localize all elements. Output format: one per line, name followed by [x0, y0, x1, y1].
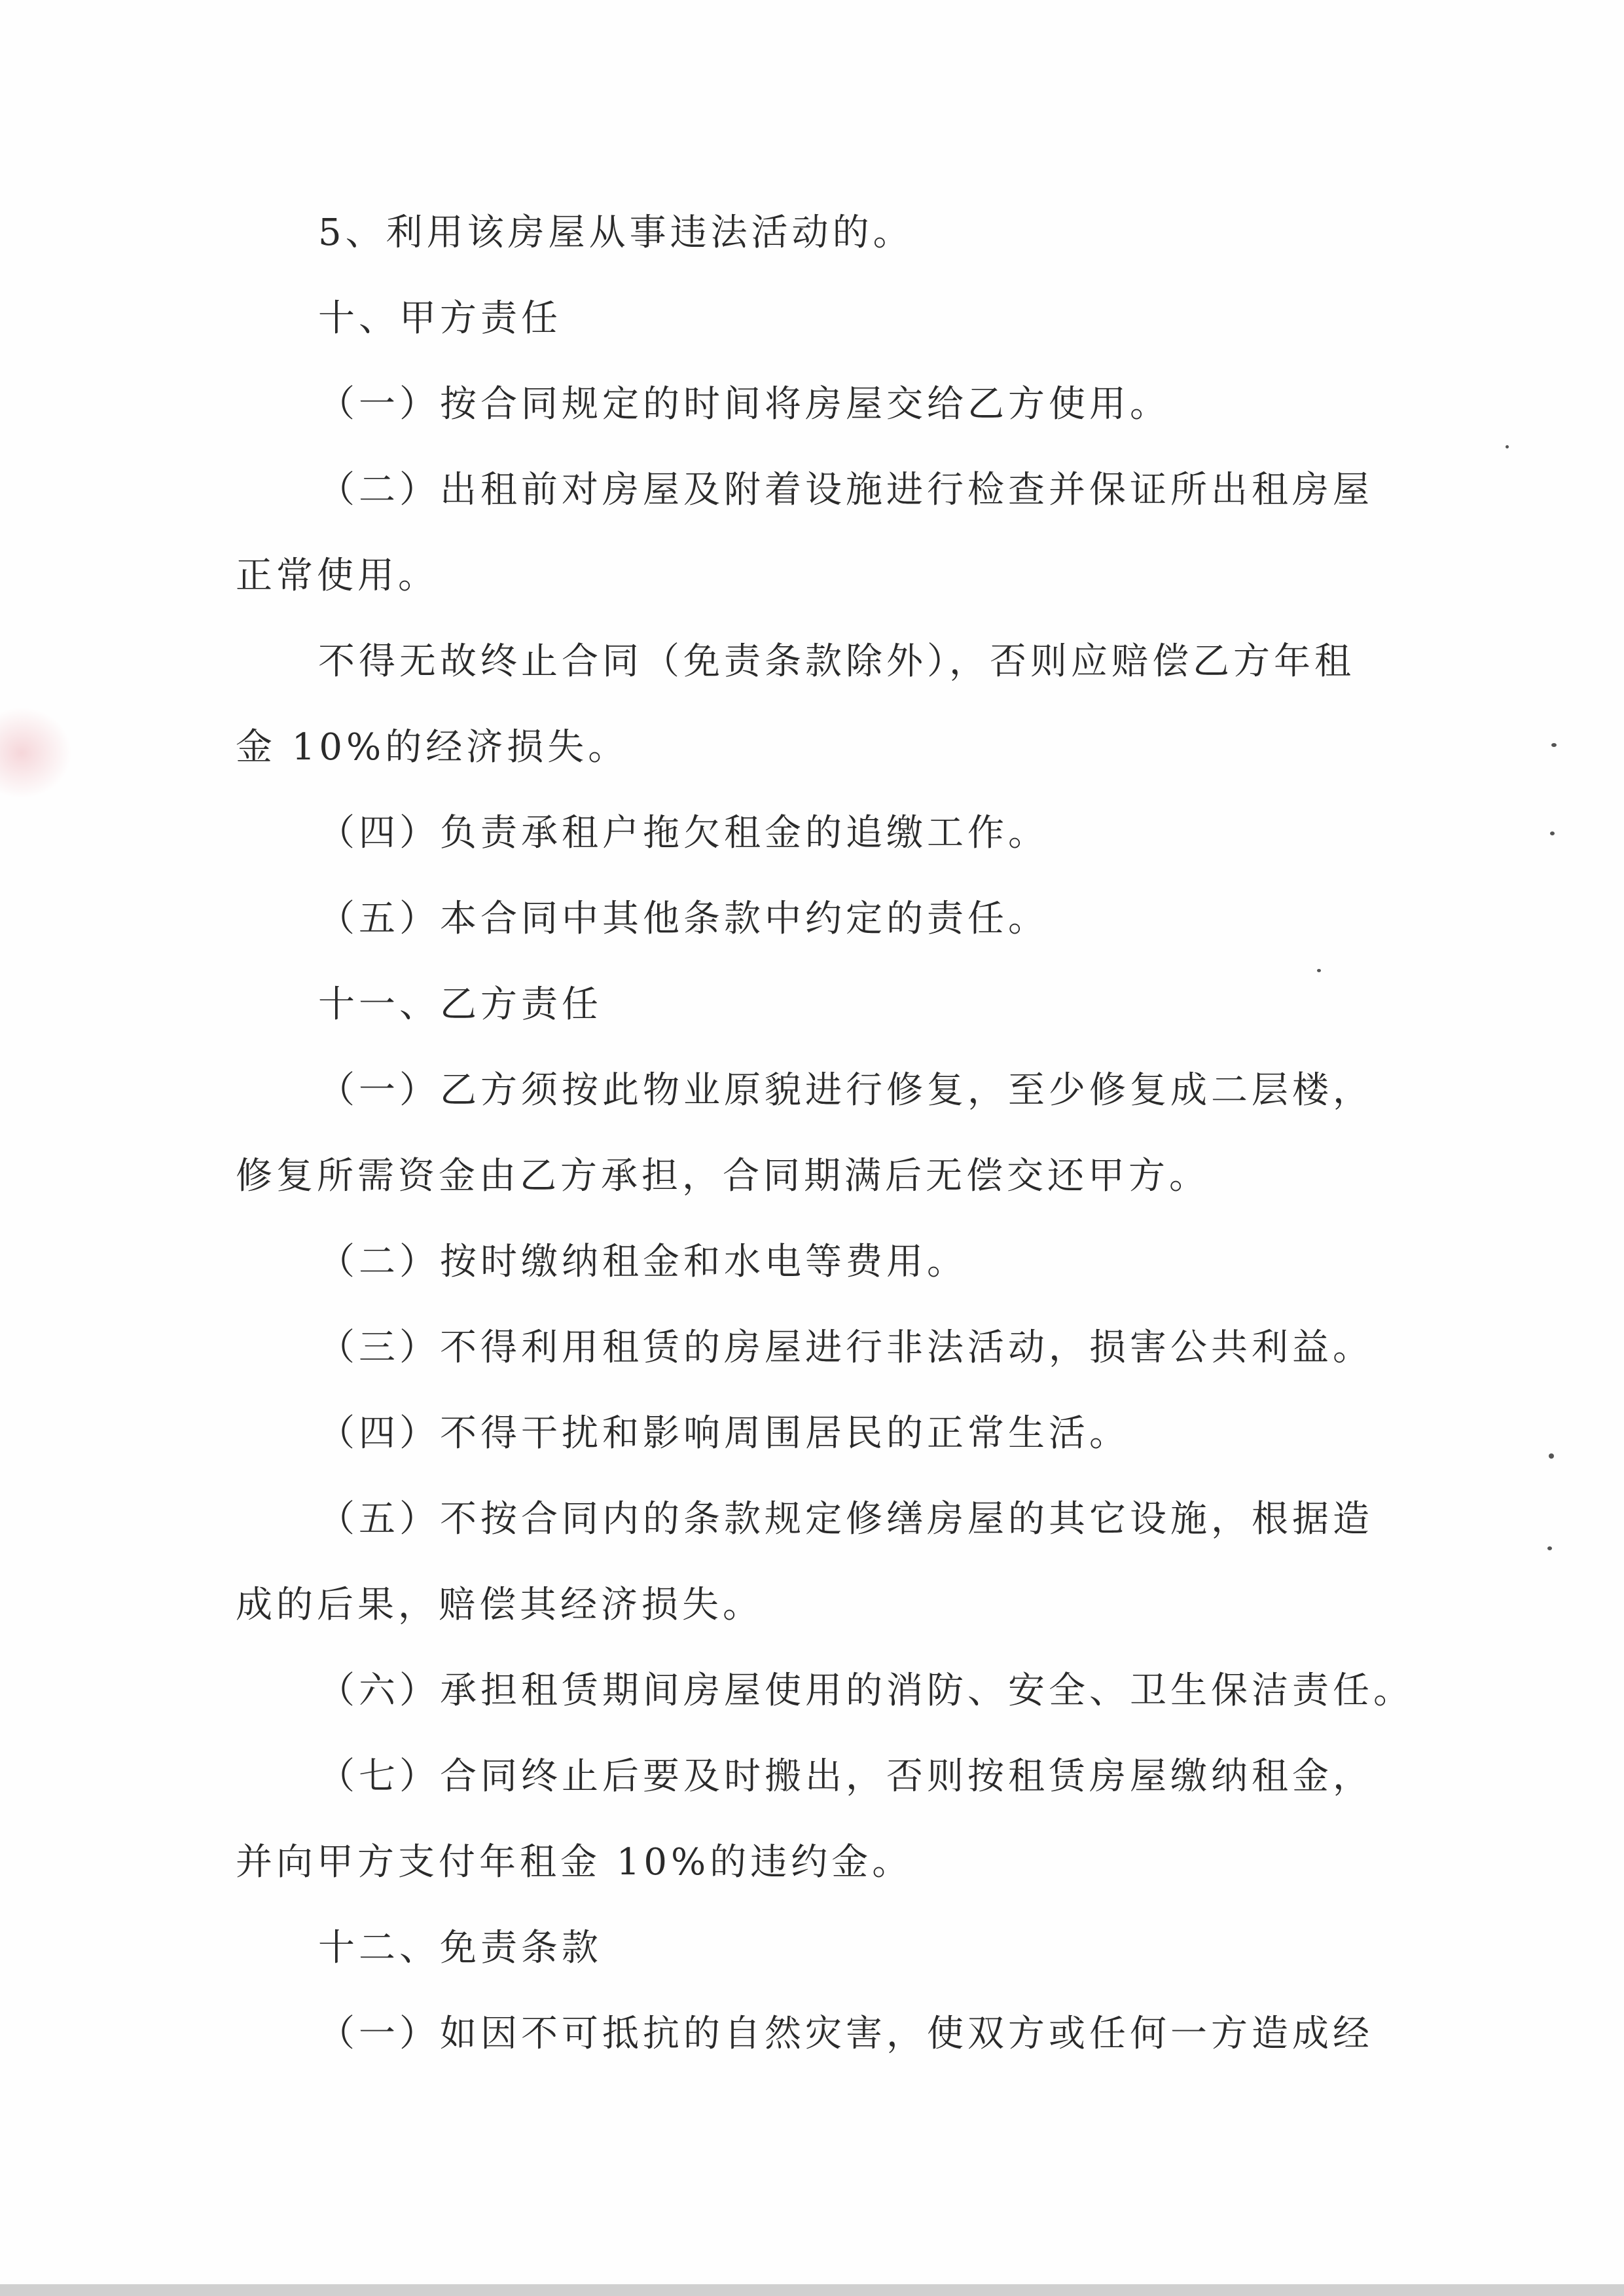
scan-edge	[0, 2284, 1624, 2296]
text-line: （四）负责承租户拖欠租金的追缴工作。	[318, 812, 1049, 854]
text-line: （一）按合同规定的时间将房屋交给乙方使用。	[318, 383, 1170, 426]
scan-stain	[0, 707, 72, 799]
text-line: （一）乙方须按此物业原貌进行修复，至少修复成二层楼，	[318, 1069, 1373, 1112]
section-heading: 十一、乙方责任	[318, 983, 602, 1026]
text-line: 金 10%的经济损失。	[236, 726, 629, 769]
text-line: 不得无故终止合同（免责条款除外），否则应赔偿乙方年租	[318, 640, 1355, 683]
text-line: （二）按时缴纳租金和水电等费用。	[318, 1241, 967, 1283]
text-line: 正常使用。	[236, 555, 439, 597]
scan-speck	[1506, 445, 1509, 448]
text-line: （五）不按合同内的条款规定修缮房屋的其它设施，根据造	[318, 1498, 1373, 1540]
text-line: （七）合同终止后要及时搬出，否则按租赁房屋缴纳租金，	[318, 1755, 1373, 1798]
scan-speck	[1549, 1453, 1554, 1459]
text-line: （二）出租前对房屋及附着设施进行检查并保证所出租房屋	[318, 469, 1373, 511]
scan-speck	[1547, 1546, 1552, 1550]
text-line: （五）本合同中其他条款中约定的责任。	[318, 898, 1049, 940]
scan-speck	[1317, 969, 1321, 972]
scan-speck	[1551, 743, 1557, 747]
scan-speck	[1550, 831, 1555, 835]
text-line: 成的后果，赔偿其经济损失。	[236, 1584, 763, 1626]
section-heading: 十二、免责条款	[318, 1927, 602, 1969]
text-line: （一）如因不可抵抗的自然灾害，使双方或任何一方造成经	[318, 2013, 1373, 2055]
text-line: （六）承担租赁期间房屋使用的消防、安全、卫生保洁责任。	[318, 1669, 1414, 1712]
section-heading: 十、甲方责任	[318, 297, 562, 340]
text-line: 5、利用该房屋从事违法活动的。	[318, 211, 914, 254]
text-line: （三）不得利用租赁的房屋进行非法活动，损害公共利益。	[318, 1326, 1373, 1369]
text-line: 并向甲方支付年租金 10%的违约金。	[236, 1841, 913, 1884]
text-line: （四）不得干扰和影响周围居民的正常生活。	[318, 1412, 1130, 1455]
document-body	[236, 190, 1414, 2077]
text-line: 修复所需资金由乙方承担，合同期满后无偿交还甲方。	[236, 1155, 1210, 1197]
